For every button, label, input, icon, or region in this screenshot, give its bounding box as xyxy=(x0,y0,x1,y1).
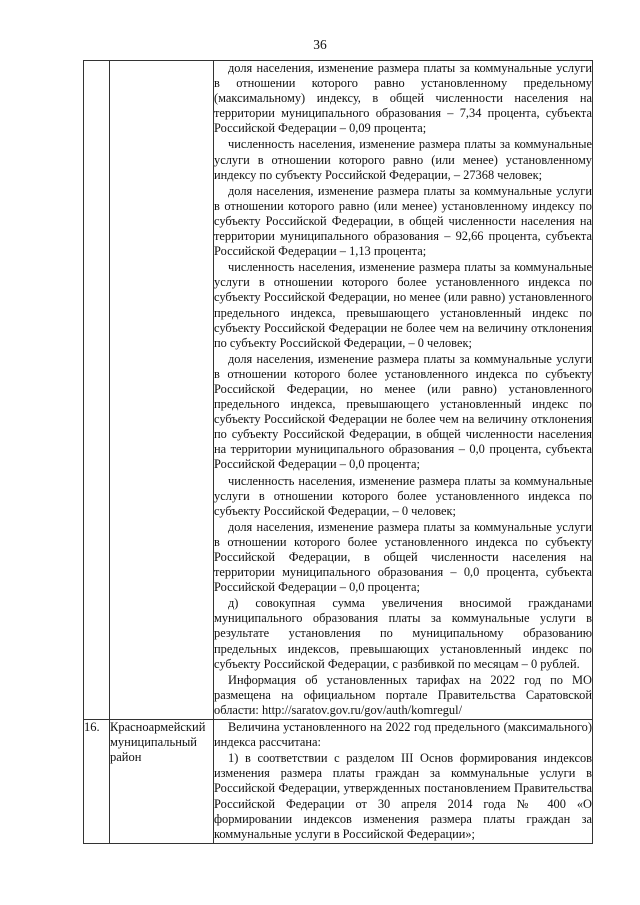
paragraph: Величина установленного на 2022 год предельного (максимального) индекса рассчитана: xyxy=(214,720,592,750)
document-table xyxy=(83,60,593,844)
table-row xyxy=(84,61,593,720)
paragraph: численность населения, изменение размера платы за коммунальные услуги в отношении которого равно (или менее) установленному индексу по субъекту Российской Федерации, – 27368 человек; xyxy=(214,137,592,182)
paragraph: 1) в соответствии с разделом III Основ формирования индексов изменения размера платы граждан за коммунальные услуги в Российской Федерации, утвержденных постановлением Правительства Российской Федерации от 30 апреля 2014 года № 400 «О формировании индексов изменения размера платы граждан за коммунальные услуги в Российской Федерации»; xyxy=(214,751,592,841)
district-name-cell xyxy=(110,61,214,720)
description-cell xyxy=(214,61,593,720)
paragraph: доля населения, изменение размера платы за коммунальные услуги в отношении которого более установленного индекса по субъекту Российской Федерации, в общей численности населения на территории муниципального образования – 0,0 процента, субъекта Российской Федерации – 0,0 процента; xyxy=(214,519,592,595)
paragraph: д) совокупная сумма увеличения вносимой гражданами муниципального образования платы за коммунальные услуги в результате установления по муниципальному образованию предельных индексов, превышающих установленный индекс по субъекту Российской Федерации, с разбивкой по месяцам – 0 рублей. xyxy=(214,596,592,671)
page-number: 36 xyxy=(313,37,327,52)
row-number-cell: 16. xyxy=(84,720,110,844)
table-row xyxy=(84,720,593,844)
district-name-cell: Красноармейский муниципальный район xyxy=(110,720,214,844)
paragraph: доля населения, изменение размера платы за коммунальные услуги в отношении которого равно установленному предельному (максимальному) индексу, в общей численности населения на территории муниципального образования – 7,34 процента, субъекта Российской Федерации – 0,09 процента; xyxy=(214,61,592,136)
paragraph: доля населения, изменение размера платы за коммунальные услуги в отношении которого равно (или менее) установленному индексу по субъекту Российской Федерации, в общей численности населения на территории муниципального образования – 92,66 процента, субъекта Российской Федерации – 1,13 процента; xyxy=(214,183,592,259)
paragraph: Информация об установленных тарифах на 2022 год по МО размещена на официальном портале Правительства Саратовской области: http://saratov.gov.ru/gov/auth/komregul/ xyxy=(214,672,592,717)
description-cell xyxy=(214,720,593,844)
paragraph: доля населения, изменение размера платы за коммунальные услуги в отношении которого более установленного индекса по субъекту Российской Федерации, но менее (или равно) установленного предельного индекса, превышающего установленный индекс по субъекту Российской Федерации не более чем на величину отклонения по субъекту Российской Федерации, в общей численности населения на территории муниципального образования – 0,0 процента, субъекта Российской Федерации – 0,0 процента; xyxy=(214,351,592,472)
paragraph: численность населения, изменение размера платы за коммунальные услуги в отношении которого более установленного индекса по субъекту Российской Федерации, но менее (или равно) установленного предельного индекса, превышающего установленный индекс по субъекту Российской Федерации не более чем на величину отклонения по субъекту Российской Федерации, – 0 человек; xyxy=(214,260,592,350)
paragraph: численность населения, изменение размера платы за коммунальные услуги в отношении которого более установленного индекса по субъекту Российской Федерации, – 0 человек; xyxy=(214,473,592,518)
row-number-cell xyxy=(84,61,110,720)
